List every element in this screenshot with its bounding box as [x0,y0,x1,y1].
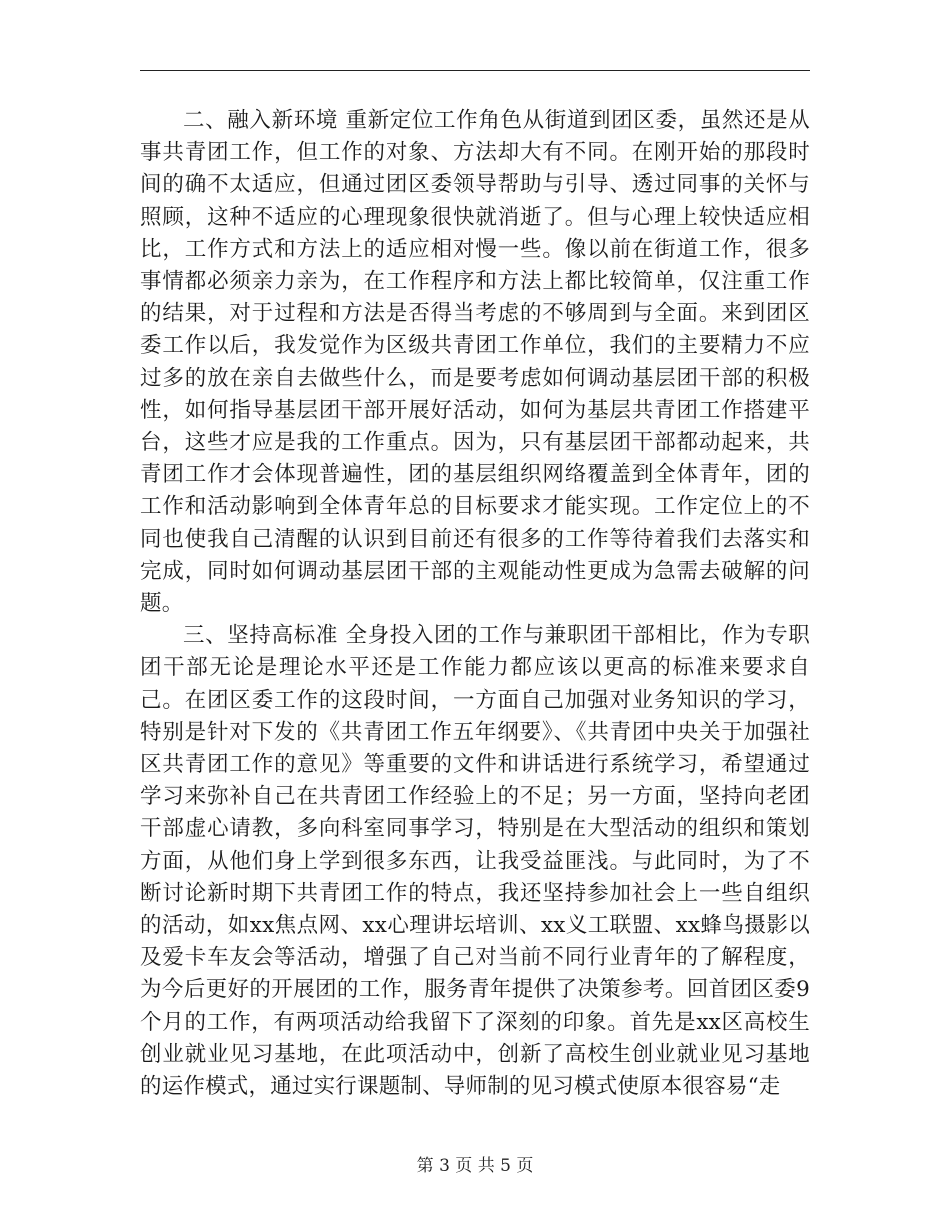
page-number-footer: 第 3 页 共 5 页 [416,1156,534,1176]
document-body [140,105,810,1103]
header-rule [140,70,810,71]
paragraph-section-2: 二、融入新环境 重新定位工作角色从街道到团区委，虽然还是从事共青团工作，但工作的对象、方法却大有不同。在刚开始的那段时间的确不太适应，但通过团区委领导帮助与引导、透过同事的关怀与照顾，这种不适应的心理现象很快就消逝了。但与心理上较快适应相比，工作方式和方法上的适应相对慢一些。像以前在街道工作，很多事情都必须亲力亲为，在工作程序和方法上都比较简单，仅注重工作的结果，对于过程和方法是否得当考虑的不够周到与全面。来到团区委工作以后，我发觉作为区级共青团工作单位，我们的主要精力不应过多的放在亲自去做些什么，而是要考虑如何调动基层团干部的积极性，如何指导基层团干部开展好活动，如何为基层共青团工作搭建平台，这些才应是我的工作重点。因为，只有基层团干部都动起来，共青团工作才会体现普遍性，团的基层组织网络覆盖到全体青年，团的工作和活动影响到全体青年总的目标要求才能实现。工作定位上的不同也使我自己清醒的认识到目前还有很多的工作等待着我们去落实和完成，同时如何调动基层团干部的主观能动性更成为急需去破解的问题。 [140,108,810,617]
paragraph-section-3: 三、坚持高标准 全身投入团的工作与兼职团干部相比，作为专职团干部无论是理论水平还是工作能力都应该以更高的标准来要求自己。在团区委工作的这段时间，一方面自己加强对业务知识的学习，特别是针对下发的《共青团工作五年纲要》、《共青团中央关于加强社区共青团工作的意见》等重要的文件和讲话进行系统学习，希望通过学习来弥补自己在共青团工作经验上的不足；另一方面，坚持向老团干部虚心请教，多向科室同事学习，特别是在大型活动的组织和策划方面，从他们身上学到很多东西，让我受益匪浅。与此同时，为了不断讨论新时期下共青团工作的特点，我还坚持参加社会上一些自组织的活动，如xx焦点网、xx心理讲坛培训、xx义工联盟、xx蜂鸟摄影以及爱卡车友会等活动，增强了自己对当前不同行业青年的了解程度，为今后更好的开展团的工作，服务青年提供了决策参考。回首团区委9个月的工作，有两项活动给我留下了深刻的印象。首先是xx区高校生创业就业见习基地，在此项活动中，创新了高校生创业就业见习基地的运作模式，通过实行课题制、导师制的见习模式使原本很容易“走 [140,623,810,1100]
